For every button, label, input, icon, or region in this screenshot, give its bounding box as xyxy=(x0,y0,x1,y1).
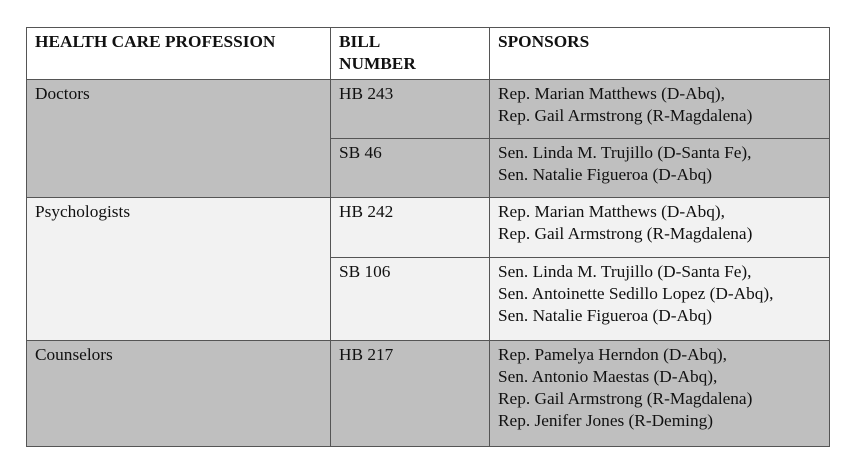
header-profession: HEALTH CARE PROFESSION xyxy=(27,28,331,80)
header-sponsors: SPONSORS xyxy=(490,28,830,80)
table-row xyxy=(27,341,830,447)
table-row xyxy=(27,80,830,139)
profession-cell: Doctors xyxy=(27,80,331,198)
sponsors-cell xyxy=(490,258,830,341)
profession-cell: Counselors xyxy=(27,341,331,447)
header-bill-line2: NUMBER xyxy=(339,54,416,73)
sponsors-cell xyxy=(490,80,830,139)
sponsor-line: Sen. Linda M. Trujillo (D-Santa Fe), xyxy=(498,262,752,281)
bill-number-cell: HB 242 xyxy=(331,198,490,258)
table-body xyxy=(27,80,830,447)
sponsor-line: Rep. Marian Matthews (D-Abq), xyxy=(498,84,726,103)
sponsors-cell xyxy=(490,198,830,258)
header-row xyxy=(27,28,830,80)
sponsor-line: Rep. Jenifer Jones (R-Deming) xyxy=(498,411,714,430)
sponsor-line: Rep. Gail Armstrong (R-Magdalena) xyxy=(498,106,753,125)
sponsors-cell xyxy=(490,341,830,447)
sponsor-line: Sen. Antoinette Sedillo Lopez (D-Abq), xyxy=(498,284,774,303)
bill-number-cell: SB 106 xyxy=(331,258,490,341)
sponsor-line: Sen. Natalie Figueroa (D-Abq) xyxy=(498,306,713,325)
sponsor-line: Sen. Antonio Maestas (D-Abq), xyxy=(498,367,718,386)
table-row xyxy=(27,198,830,258)
header-bill-line1: BILL xyxy=(339,32,381,51)
header-bill-number xyxy=(331,28,490,80)
sponsor-line: Rep. Gail Armstrong (R-Magdalena) xyxy=(498,389,753,408)
sponsor-line: Rep. Pamelya Herndon (D-Abq), xyxy=(498,345,727,364)
sponsor-line: Rep. Marian Matthews (D-Abq), xyxy=(498,202,726,221)
sponsor-line: Sen. Natalie Figueroa (D-Abq) xyxy=(498,165,713,184)
sponsor-line: Sen. Linda M. Trujillo (D-Santa Fe), xyxy=(498,143,752,162)
bill-number-cell: SB 46 xyxy=(331,139,490,198)
sponsors-cell xyxy=(490,139,830,198)
profession-cell: Psychologists xyxy=(27,198,331,341)
bill-number-cell: HB 217 xyxy=(331,341,490,447)
bill-number-cell: HB 243 xyxy=(331,80,490,139)
sponsor-line: Rep. Gail Armstrong (R-Magdalena) xyxy=(498,224,753,243)
bills-table xyxy=(26,27,830,447)
